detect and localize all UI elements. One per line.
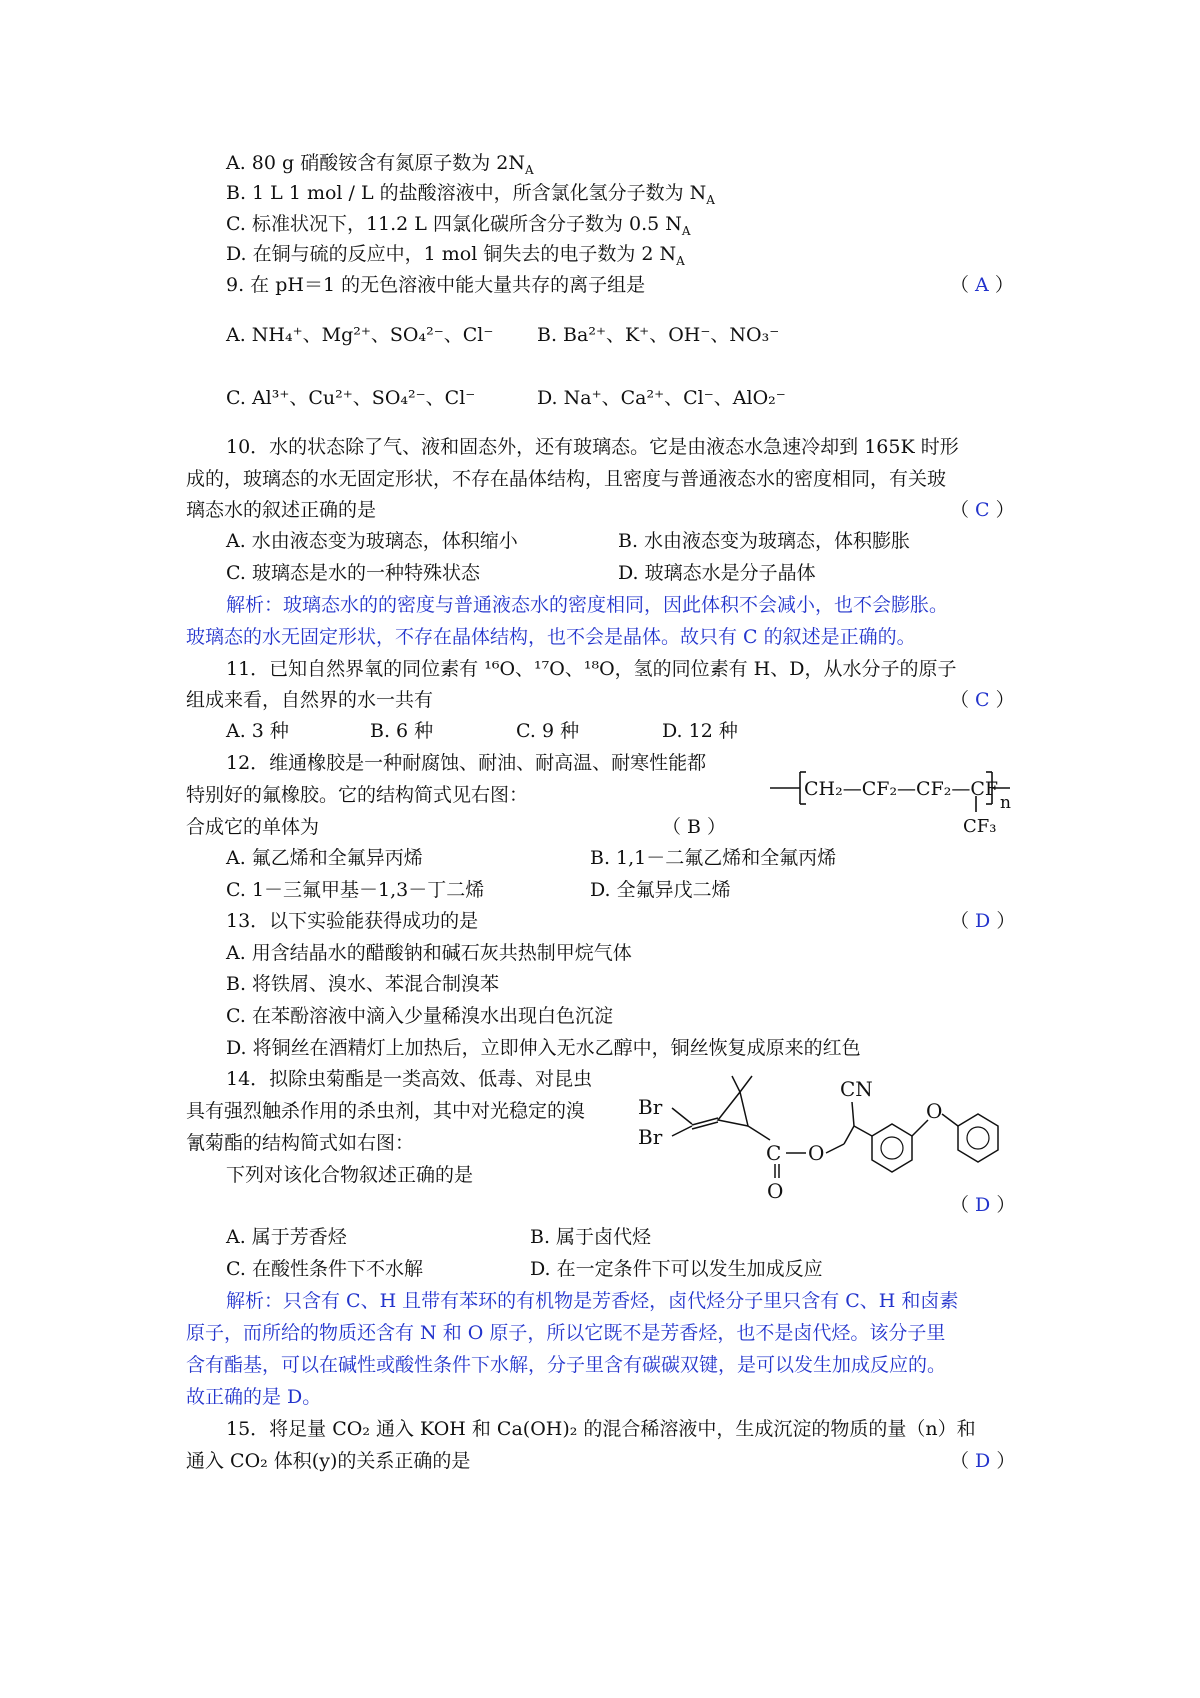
q9-option-d: D. Na⁺、Ca²⁺、Cl⁻、AlO₂⁻ — [537, 387, 786, 409]
cyano-group: CN — [840, 1077, 873, 1101]
carbonyl-carbon: C — [766, 1141, 782, 1165]
q14-analysis-4: 故正确的是 D。 — [186, 1386, 322, 1408]
q11-answer: （ C ） — [950, 689, 1015, 711]
benzene-ring-2 — [958, 1114, 998, 1162]
ester-oxygen: O — [808, 1141, 825, 1165]
q14-option-a: A. 属于芳香烃 — [226, 1226, 347, 1248]
polymer-chain: CH₂—CF₂—CF₂—CF — [804, 778, 999, 800]
q14-line-2: 具有强烈触杀作用的杀虫剂，其中对光稳定的溴 — [186, 1100, 586, 1122]
q10-answer: （ C ） — [950, 499, 1015, 521]
benzene-ring-1 — [872, 1124, 912, 1172]
q12-polymer-structure — [770, 760, 1030, 840]
q9-stem: 9. 在 pH＝1 的无色溶液中能大量共存的离子组是 — [226, 274, 646, 296]
carbonyl-oxygen: O — [767, 1179, 784, 1200]
q14-option-c: C. 在酸性条件下不水解 — [226, 1258, 423, 1280]
q8-option-d: D. 在铜与硫的反应中，1 mol 铜失去的电子数为 2 $N_A$ — [226, 243, 685, 268]
br-bottom: Br — [638, 1125, 663, 1149]
q11-line-1: 11．已知自然界氧的同位素有 ¹⁶O、¹⁷O、¹⁸O，氢的同位素有 H、D，从水分子的原子 — [226, 658, 957, 680]
q11-option-a: A. 3 种 — [226, 720, 289, 742]
q11-line-2: 组成来看，自然界的水一共有 — [186, 689, 434, 711]
q8-option-b: B. 1 L 1 mol / L 的盐酸溶液中，所含氯化氢分子数为 $N_A$ — [226, 182, 715, 207]
q12-option-d: D. 全氟异戊二烯 — [590, 879, 731, 901]
q9-option-a: A. NH₄⁺、Mg²⁺、SO₄²⁻、Cl⁻ — [226, 324, 494, 346]
q14-analysis-3: 含有酯基，可以在碱性或酸性条件下水解，分子里含有碳碳双键，是可以发生加成反应的。 — [186, 1354, 947, 1376]
q8-option-c: C. 标准状况下，11.2 L 四氯化碳所含分子数为 0.5 $N_A$ — [226, 213, 691, 238]
q9-option-b: B. Ba²⁺、K⁺、OH⁻、NO₃⁻ — [537, 324, 780, 346]
q10-analysis-1: 解析：玻璃态水的的密度与普通液态水的密度相同，因此体积不会减小，也不会膨胀。 — [226, 594, 949, 616]
q12-answer: （ B ） — [662, 816, 727, 838]
q13-stem: 13．以下实验能获得成功的是 — [226, 910, 479, 932]
q10-option-d: D. 玻璃态水是分子晶体 — [618, 562, 816, 584]
q13-option-b: B. 将铁屑、溴水、苯混合制溴苯 — [226, 973, 500, 995]
q12-line-3: 合成它的单体为 — [186, 816, 320, 838]
q12-option-a: A. 氟乙烯和全氟异丙烯 — [226, 847, 423, 869]
q13-option-a: A. 用含结晶水的醋酸钠和碱石灰共热制甲烷气体 — [226, 942, 632, 964]
q14-line-4: 下列对该化合物叙述正确的是 — [226, 1164, 474, 1186]
q14-line-1: 14．拟除虫菊酯是一类高效、低毒、对昆虫 — [226, 1068, 593, 1090]
q9-option-c: C. Al³⁺、Cu²⁺、SO₄²⁻、Cl⁻ — [226, 387, 476, 409]
q13-answer: （ D ） — [950, 910, 1016, 932]
q12-line-1: 12．维通橡胶是一种耐腐蚀、耐油、耐高温、耐寒性能都 — [226, 752, 707, 774]
q10-option-a: A. 水由液态变为玻璃态，体积缩小 — [226, 530, 518, 552]
q11-option-c: C. 9 种 — [516, 720, 580, 742]
polymer-branch: CF₃ — [963, 816, 997, 837]
q10-line-1: 10．水的状态除了气、液和固态外，还有玻璃态。它是由液态水急速冷却到 165K 时形 — [226, 436, 959, 458]
q13-option-d: D. 将铜丝在酒精灯上加热后，立即伸入无水乙醇中，铜丝恢复成原来的红色 — [226, 1037, 861, 1059]
cyclopropane-ring — [718, 1092, 748, 1126]
q14-analysis-2: 原子，而所给的物质还含有 N 和 O 原子，所以它既不是芳香烃，也不是卤代烃。该分子里 — [186, 1322, 946, 1344]
q14-line-3: 氰菊酯的结构简式如右图： — [186, 1132, 415, 1154]
q15-line-2: 通入 CO₂ 体积(y)的关系正确的是 — [186, 1450, 471, 1472]
br-top: Br — [638, 1095, 663, 1119]
q15-line-1: 15．将足量 CO₂ 通入 KOH 和 Ca(OH)₂ 的混合稀溶液中，生成沉淀的物质的量（n）和 — [226, 1418, 976, 1440]
q13-option-c: C. 在苯酚溶液中滴入少量稀溴水出现白色沉淀 — [226, 1005, 613, 1027]
q10-analysis-2: 玻璃态的水无固定形状，不存在晶体结构，也不会是晶体。故只有 C 的叙述是正确的。 — [186, 626, 916, 648]
q14-answer: （ D ） — [950, 1194, 1016, 1216]
q10-line-2: 成的，玻璃态的水无固定形状，不存在晶体结构，且密度与普通液态水的密度相同，有关玻 — [186, 468, 947, 490]
q8-option-a: A. 80 g 硝酸铵含有氮原子数为 $2N_A$ — [226, 152, 534, 177]
q12-option-b: B. 1,1－二氟乙烯和全氟丙烯 — [590, 847, 837, 869]
q14-deltamethrin-structure — [636, 1070, 1016, 1200]
q11-option-b: B. 6 种 — [370, 720, 434, 742]
q14-option-d: D. 在一定条件下可以发生加成反应 — [530, 1258, 823, 1280]
polymer-n: n — [1000, 793, 1011, 813]
q10-line-3: 璃态水的叙述正确的是 — [186, 499, 377, 521]
q14-analysis-1: 解析：只含有 C、H 且带有苯环的有机物是芳香烃，卤代烃分子里只含有 C、H 和卤素 — [226, 1290, 959, 1312]
q10-option-b: B. 水由液态变为玻璃态，体积膨胀 — [618, 530, 911, 552]
q9-answer: （ A ） — [950, 274, 1014, 296]
q14-option-b: B. 属于卤代烃 — [530, 1226, 652, 1248]
q12-option-c: C. 1－三氟甲基－1,3－丁二烯 — [226, 879, 485, 901]
q11-option-d: D. 12 种 — [662, 720, 738, 742]
q10-option-c: C. 玻璃态是水的一种特殊状态 — [226, 562, 480, 584]
q12-line-2: 特别好的氟橡胶。它的结构简式见右图： — [186, 784, 529, 806]
ether-oxygen: O — [926, 1099, 943, 1123]
q15-answer: （ D ） — [950, 1450, 1016, 1472]
